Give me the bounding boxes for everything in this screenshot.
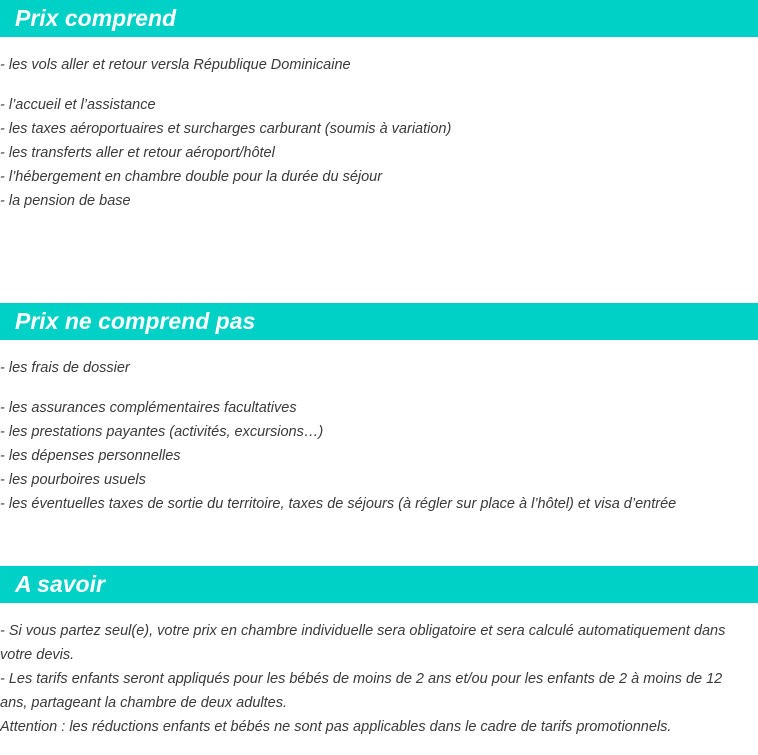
list-item: - la pension de base xyxy=(0,193,131,209)
section-header-prix-ne-comprend-pas xyxy=(0,303,758,340)
list-item: - les frais de dossier xyxy=(0,360,130,376)
list-item: - les vols aller et retour versla République Dominicaine xyxy=(0,57,351,73)
list-item: - les éventuelles taxes de sortie du territoire, taxes de séjours (à régler sur place à l’hôtel) et visa d’entrée xyxy=(0,496,677,512)
list-item: - l’hébergement en chambre double pour la durée du séjour xyxy=(0,169,383,185)
section-title: A savoir xyxy=(15,571,105,597)
list-item: - les pourboires usuels xyxy=(0,472,146,488)
paragraph: Attention : les réductions enfants et bébés ne sont pas applicables dans le cadre de tarifs promotionnels. xyxy=(0,719,672,735)
section-title: Prix ne comprend pas xyxy=(15,308,256,334)
section-header-prix-comprend xyxy=(0,0,758,37)
list-item: - les prestations payantes (activités, excursions…) xyxy=(0,424,324,440)
section-header-a-savoir xyxy=(0,566,758,603)
list-item: - les assurances complémentaires facultatives xyxy=(0,400,297,416)
list-item: - les taxes aéroportuaires et surcharges carburant (soumis à variation) xyxy=(0,121,452,137)
list-item: - les dépenses personnelles xyxy=(0,448,181,464)
paragraph: - Les tarifs enfants seront appliqués pour les bébés de moins de 2 ans et/ou pour les enfants de 2 à moins de 12 ans, partageant la chambre de deux adultes. xyxy=(0,671,723,711)
paragraph: - Si vous partez seul(e), votre prix en chambre individuelle sera obligatoire et sera calculé automatiquement dans votre devis. xyxy=(0,623,726,663)
list-item: - les transferts aller et retour aéroport/hôtel xyxy=(0,145,275,161)
section-title: Prix comprend xyxy=(15,5,177,31)
list-item: - l’accueil et l’assistance xyxy=(0,97,156,113)
